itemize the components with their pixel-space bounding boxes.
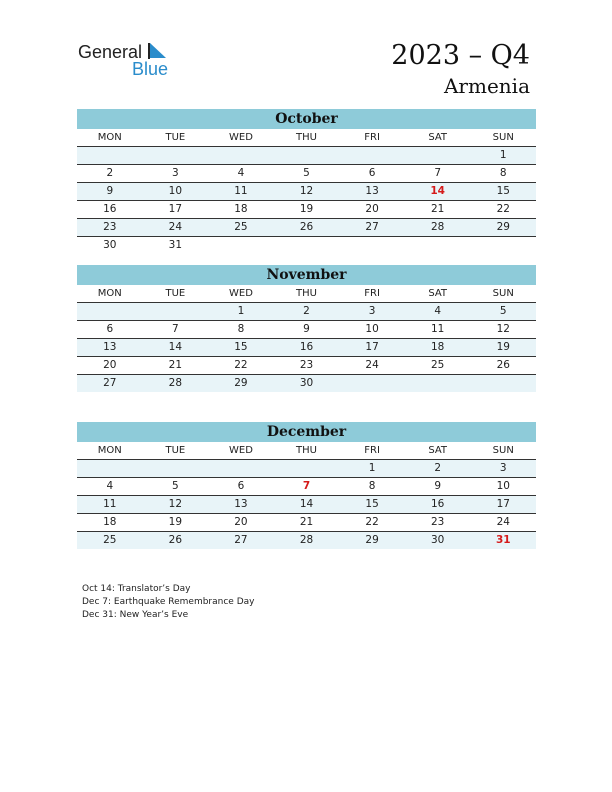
week-row	[77, 532, 536, 549]
logo-text-blue: Blue	[132, 59, 169, 79]
day-cell: 25	[103, 534, 117, 546]
weekday-label: FRI	[364, 288, 380, 299]
day-cell: 6	[237, 480, 245, 492]
day-cell: 14	[299, 498, 314, 510]
holiday-note: Oct 14: Translator’s Day	[82, 584, 191, 594]
day-cell: 1	[237, 305, 245, 317]
weekday-label: WED	[228, 445, 253, 456]
holiday-note: Dec 7: Earthquake Remembrance Day	[82, 597, 255, 607]
day-cell: 3	[172, 167, 179, 179]
empty-day-cell	[274, 237, 340, 254]
day-cell: 6	[368, 167, 376, 179]
day-cell: 10	[168, 185, 183, 197]
day-cell: 29	[365, 534, 379, 546]
empty-day-cell	[143, 147, 209, 164]
day-cell: 18	[430, 341, 445, 353]
day-cell: 27	[234, 534, 248, 546]
day-cell: 2	[434, 462, 442, 474]
weekday-label: TUE	[165, 132, 186, 143]
empty-day-cell	[405, 147, 471, 164]
country-name: Armenia	[443, 74, 530, 98]
day-cell: 7	[434, 167, 442, 179]
day-cell: 23	[430, 516, 445, 528]
weekday-label: MON	[97, 132, 122, 143]
week-row	[77, 478, 536, 496]
day-cell: 1	[368, 462, 376, 474]
day-cell: 5	[303, 167, 310, 179]
day-cell: 4	[434, 305, 442, 317]
day-cell: 25	[430, 359, 445, 371]
day-cell: 11	[234, 185, 248, 197]
week-row	[77, 514, 536, 532]
day-cell: 3	[499, 462, 507, 474]
weekday-header-row	[77, 285, 536, 303]
day-cell: 7	[172, 323, 179, 335]
day-cell: 2	[303, 305, 310, 317]
day-cell: 18	[103, 516, 117, 528]
empty-day-cell	[274, 147, 340, 164]
day-cell: 1	[499, 149, 507, 161]
weekday-header-row	[77, 442, 536, 460]
weekday-label: SAT	[428, 132, 448, 143]
weekday-label: MON	[97, 445, 122, 456]
day-cell: 24	[496, 516, 510, 528]
day-cell: 4	[106, 480, 114, 492]
weekday-label: WED	[228, 132, 253, 143]
day-cell: 31	[495, 534, 511, 546]
page-title: 2023 – Q4	[391, 40, 530, 71]
day-cell: 11	[430, 323, 445, 335]
month-title: November	[77, 265, 536, 285]
day-cell: 27	[103, 377, 117, 389]
day-cell: 29	[496, 221, 510, 233]
day-cell: 13	[365, 185, 379, 197]
day-cell: 15	[365, 498, 379, 510]
logo-flag-icon	[148, 43, 168, 59]
month-october	[77, 109, 536, 254]
week-row	[77, 183, 536, 201]
holiday-notes	[82, 583, 254, 622]
week-row	[77, 219, 536, 237]
day-cell: 6	[106, 323, 114, 335]
day-cell: 15	[234, 341, 248, 353]
day-cell: 16	[103, 203, 117, 215]
month-november	[77, 265, 536, 392]
day-cell: 25	[234, 221, 248, 233]
day-cell: 10	[365, 323, 379, 335]
day-cell: 17	[168, 203, 183, 215]
day-cell: 28	[299, 534, 314, 546]
weekday-label: THU	[296, 132, 317, 143]
empty-day-cell	[208, 237, 274, 254]
day-cell: 21	[430, 203, 445, 215]
week-row	[77, 339, 536, 357]
day-cell: 23	[103, 221, 117, 233]
week-row	[77, 357, 536, 375]
day-cell: 24	[168, 221, 183, 233]
day-cell: 21	[299, 516, 314, 528]
day-cell: 21	[168, 359, 183, 371]
day-cell: 16	[430, 498, 445, 510]
day-cell: 10	[496, 480, 510, 492]
weekday-label: WED	[228, 288, 253, 299]
weekday-label: FRI	[364, 132, 380, 143]
empty-day-cell	[339, 375, 405, 392]
logo	[78, 40, 178, 80]
day-cell: 14	[168, 341, 183, 353]
weekday-label: SUN	[492, 288, 514, 299]
day-cell: 5	[499, 305, 507, 317]
day-cell: 28	[430, 221, 445, 233]
week-row	[77, 201, 536, 219]
empty-day-cell	[274, 460, 340, 477]
month-december	[77, 422, 536, 549]
weekday-header-row	[77, 129, 536, 147]
week-row	[77, 237, 536, 254]
day-cell: 3	[368, 305, 376, 317]
empty-day-cell	[208, 460, 274, 477]
day-cell: 19	[496, 341, 510, 353]
day-cell: 8	[499, 167, 507, 179]
week-row	[77, 321, 536, 339]
week-row	[77, 165, 536, 183]
empty-day-cell	[339, 237, 405, 254]
day-cell: 30	[299, 377, 314, 389]
empty-day-cell	[405, 237, 471, 254]
day-cell: 16	[299, 341, 314, 353]
month-title: October	[77, 109, 536, 129]
day-cell: 26	[496, 359, 510, 371]
day-cell: 14	[430, 185, 445, 197]
day-cell: 26	[168, 534, 183, 546]
weekday-label: TUE	[165, 445, 186, 456]
day-cell: 13	[234, 498, 248, 510]
week-row	[77, 147, 536, 165]
weekday-label: TUE	[165, 288, 186, 299]
day-cell: 9	[303, 323, 310, 335]
weekday-label: THU	[296, 288, 317, 299]
weekday-label: THU	[296, 445, 317, 456]
day-cell: 18	[234, 203, 248, 215]
day-cell: 26	[299, 221, 314, 233]
day-cell: 4	[237, 167, 245, 179]
day-cell: 30	[103, 239, 117, 251]
day-cell: 9	[434, 480, 442, 492]
empty-day-cell	[77, 303, 143, 320]
day-cell: 28	[168, 377, 183, 389]
week-row	[77, 460, 536, 478]
week-row	[77, 496, 536, 514]
weekday-label: FRI	[364, 445, 380, 456]
day-cell: 31	[168, 239, 183, 251]
empty-day-cell	[143, 303, 209, 320]
day-cell: 7	[302, 480, 311, 492]
empty-day-cell	[208, 147, 274, 164]
day-cell: 8	[368, 480, 376, 492]
empty-day-cell	[77, 147, 143, 164]
weekday-label: SUN	[492, 132, 514, 143]
day-cell: 17	[365, 341, 379, 353]
day-cell: 17	[496, 498, 510, 510]
weekday-label: SAT	[428, 445, 448, 456]
day-cell: 30	[430, 534, 445, 546]
day-cell: 20	[103, 359, 117, 371]
day-cell: 27	[365, 221, 379, 233]
day-cell: 22	[365, 516, 379, 528]
day-cell: 11	[103, 498, 117, 510]
day-cell: 12	[299, 185, 314, 197]
empty-day-cell	[77, 460, 143, 477]
day-cell: 9	[106, 185, 114, 197]
weekday-label: MON	[97, 288, 122, 299]
day-cell: 12	[496, 323, 510, 335]
logo-text-general: General	[78, 42, 143, 62]
empty-day-cell	[405, 375, 471, 392]
month-title: December	[77, 422, 536, 442]
day-cell: 8	[237, 323, 245, 335]
day-cell: 20	[365, 203, 379, 215]
holiday-note: Dec 31: New Year’s Eve	[82, 610, 189, 620]
day-cell: 20	[234, 516, 248, 528]
empty-day-cell	[339, 147, 405, 164]
day-cell: 2	[106, 167, 114, 179]
day-cell: 19	[299, 203, 314, 215]
weekday-label: SAT	[428, 288, 448, 299]
day-cell: 29	[234, 377, 248, 389]
day-cell: 15	[496, 185, 510, 197]
day-cell: 12	[168, 498, 183, 510]
day-cell: 23	[299, 359, 314, 371]
day-cell: 13	[103, 341, 117, 353]
empty-day-cell	[143, 460, 209, 477]
day-cell: 19	[168, 516, 183, 528]
empty-day-cell	[470, 375, 536, 392]
weekday-label: SUN	[492, 445, 514, 456]
week-row	[77, 375, 536, 392]
day-cell: 24	[365, 359, 379, 371]
empty-day-cell	[470, 237, 536, 254]
week-row	[77, 303, 536, 321]
day-cell: 22	[496, 203, 510, 215]
day-cell: 5	[172, 480, 179, 492]
day-cell: 22	[234, 359, 248, 371]
